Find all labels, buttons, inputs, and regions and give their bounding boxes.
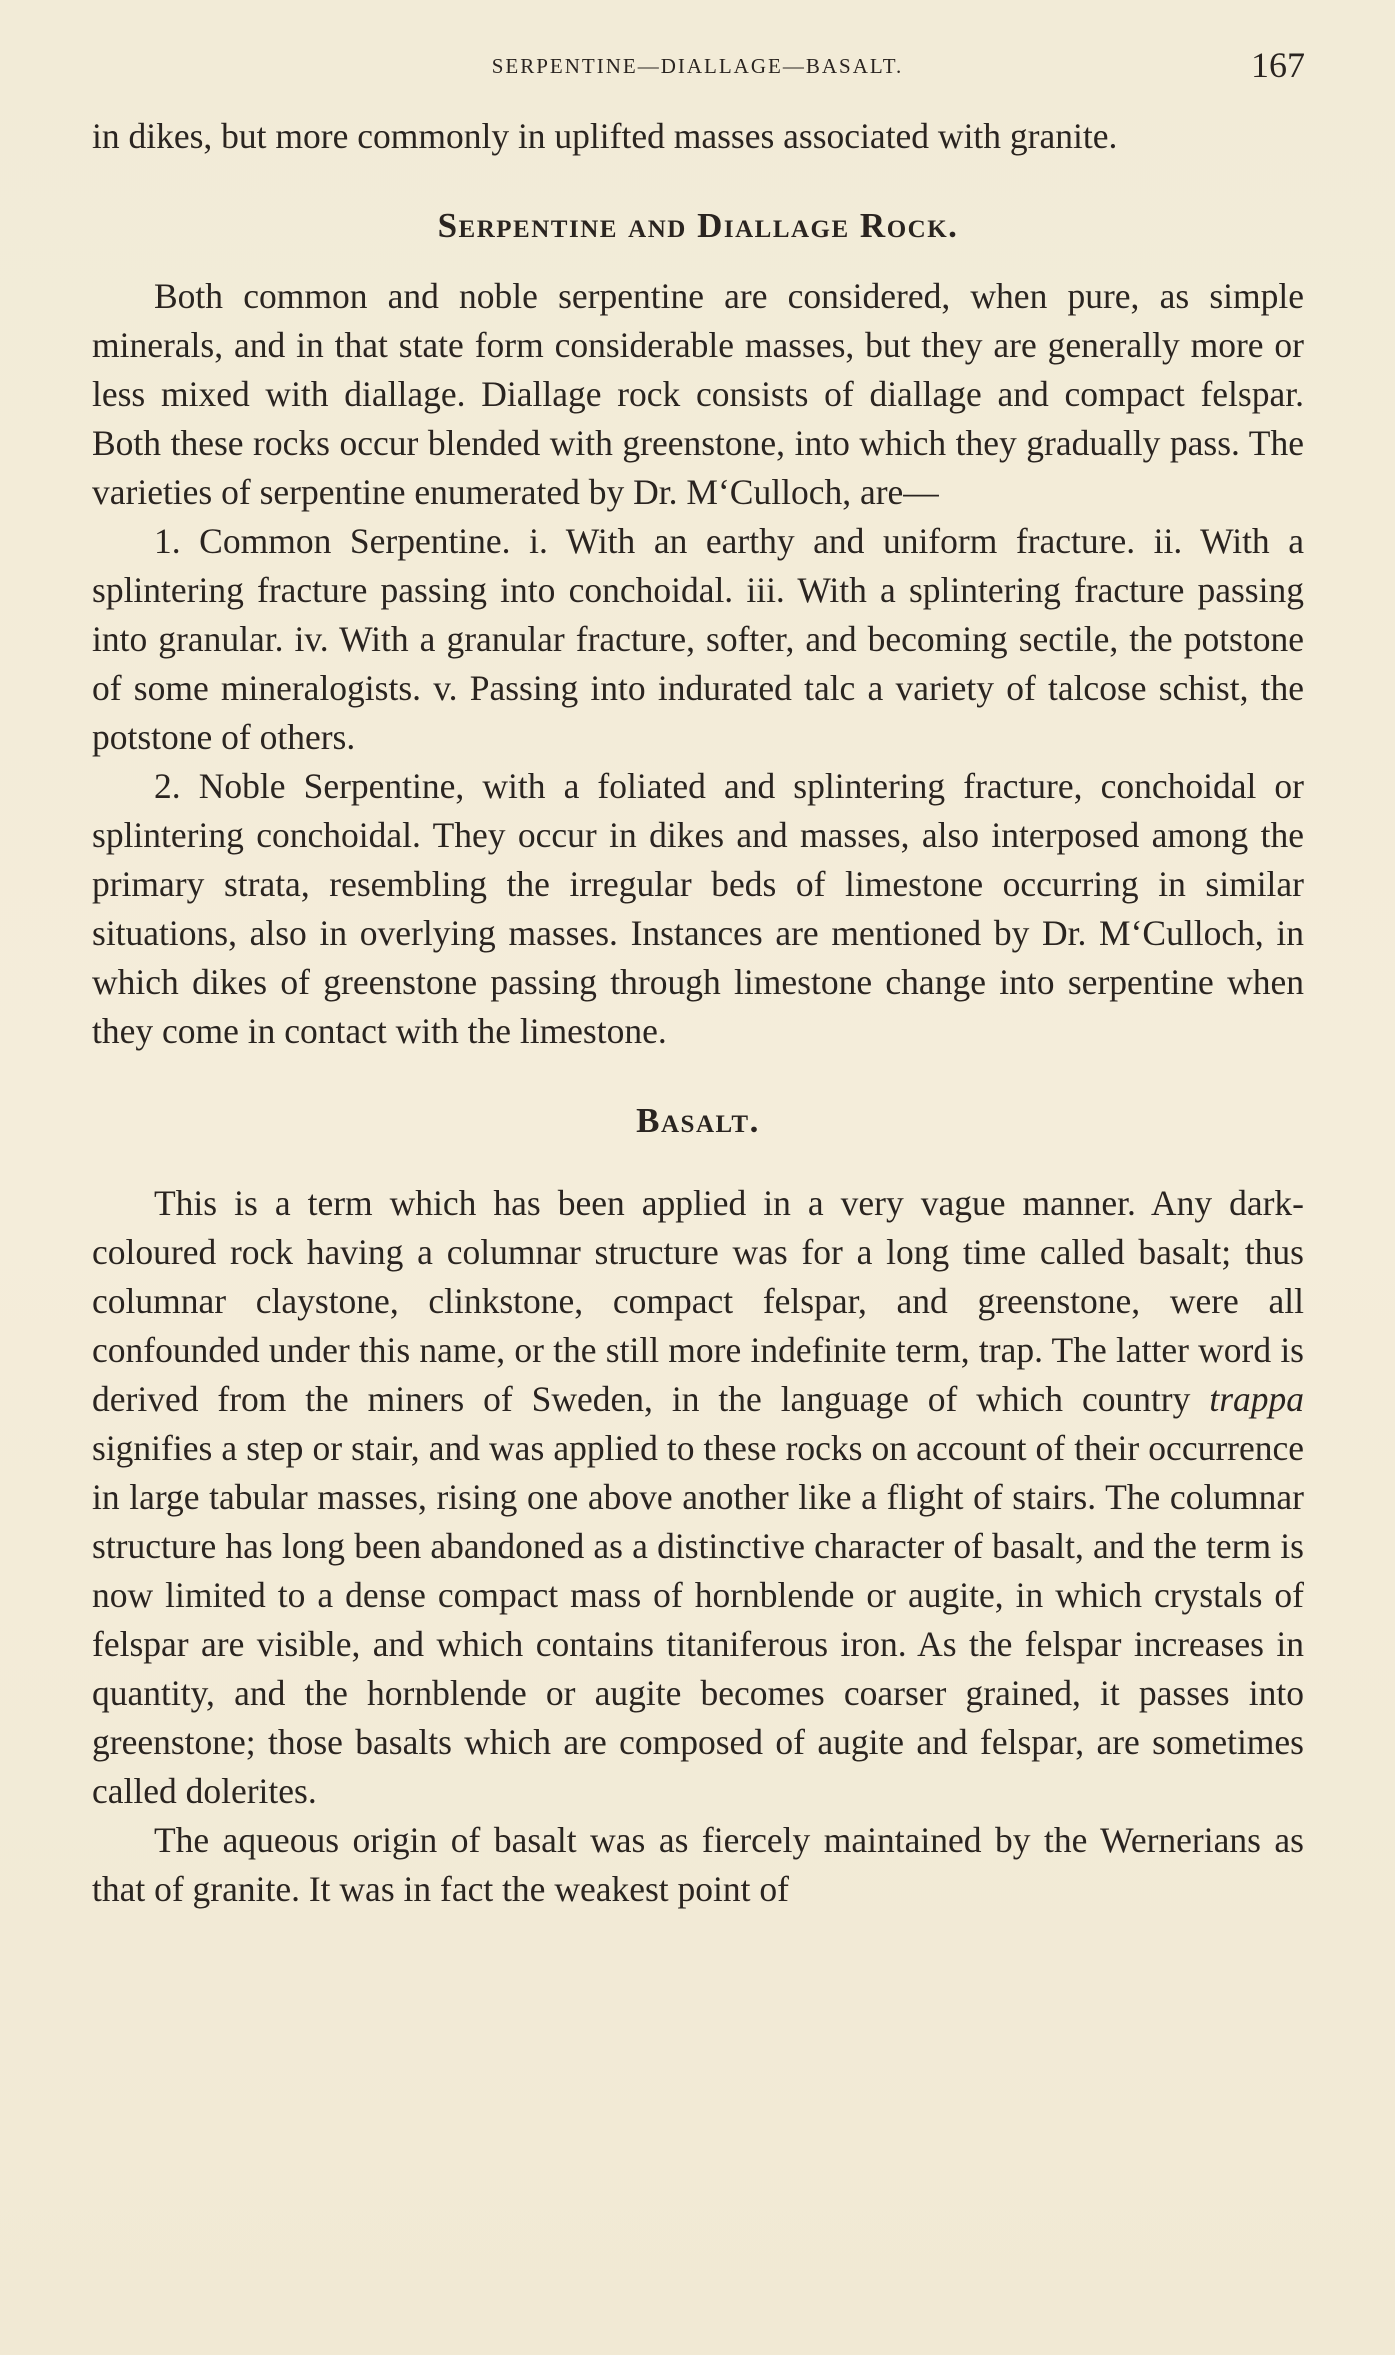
paragraph-continuation: in dikes, but more commonly in uplifted masses associated with granite. [92,116,1118,156]
running-head [90,45,1305,90]
basalt-text-part-1: This is a term which has been applied in a very vague manner. Any dark-coloured rock having a columnar structure was for a long time called basalt; thus columnar claystone, clinkstone, compact felspar, and greenstone, were all confounded under this name, or the still more indefinite term, trap. The latter word is derived from the miners of Sweden, in the language of which country [92,1183,1304,1419]
paragraph-serpentine-intro: Both common and noble serpentine are considered, when pure, as simple minerals, and in that state form considerable masses, but they are generally more or less mixed with diallage. Diallage rock consists of diallage and compact felspar. Both these rocks occur blended with greenstone, into which they gradually pass. The varieties of serpentine enumerated by Dr. M‘Culloch, are— [92,276,1304,512]
paragraph-common-serpentine: 1. Common Serpentine. i. With an earthy and uniform fracture. ii. With a splintering fracture passing into conchoidal. iii. With a splintering fracture passing into granular. iv. With a granular fracture, softer, and becoming sectile, the potstone of some mineralogists. v. Passing into indurated talc a variety of talcose schist, the potstone of others. [92,521,1304,757]
body-text [92,112,1304,1914]
running-title: SERPENTINE—DIALLAGE—BASALT. [491,54,904,78]
section-heading-basalt: Basalt. [636,1101,760,1140]
italic-term-trappa: trappa [1209,1379,1305,1419]
basalt-text-part-2: signifies a step or stair, and was applied to these rocks on account of their occurrence in large tabular masses, rising one above another like a flight of stairs. The columnar structure has long been abandoned as a distinctive character of basalt, and the term is now limited to a dense compact mass of hornblende or augite, in which crystals of felspar are visible, and which contains titaniferous iron. As the felspar increases in quantity, and the hornblende or augite becomes coarser grained, it passes into greenstone; those basalts which are composed of augite and felspar, are sometimes called dolerites. [92,1428,1304,1811]
paragraph-basalt-definition [92,1179,1304,1816]
paragraph-basalt-origin: The aqueous origin of basalt was as fiercely maintained by the Wernerians as that of granite. It was in fact the weakest point of [92,1820,1304,1909]
section-heading-serpentine: Serpentine and Diallage Rock. [437,206,959,245]
page-number: 167 [1251,45,1305,85]
paragraph-noble-serpentine: 2. Noble Serpentine, with a foliated and splintering fracture, conchoidal or splintering conchoidal. They occur in dikes and masses, also interposed among the primary strata, resembling the irregular beds of limestone occurring in similar situations, also in overlying masses. Instances are mentioned by Dr. M‘Culloch, in which dikes of greenstone passing through limestone change into serpentine when they come in contact with the limestone. [92,766,1304,1051]
